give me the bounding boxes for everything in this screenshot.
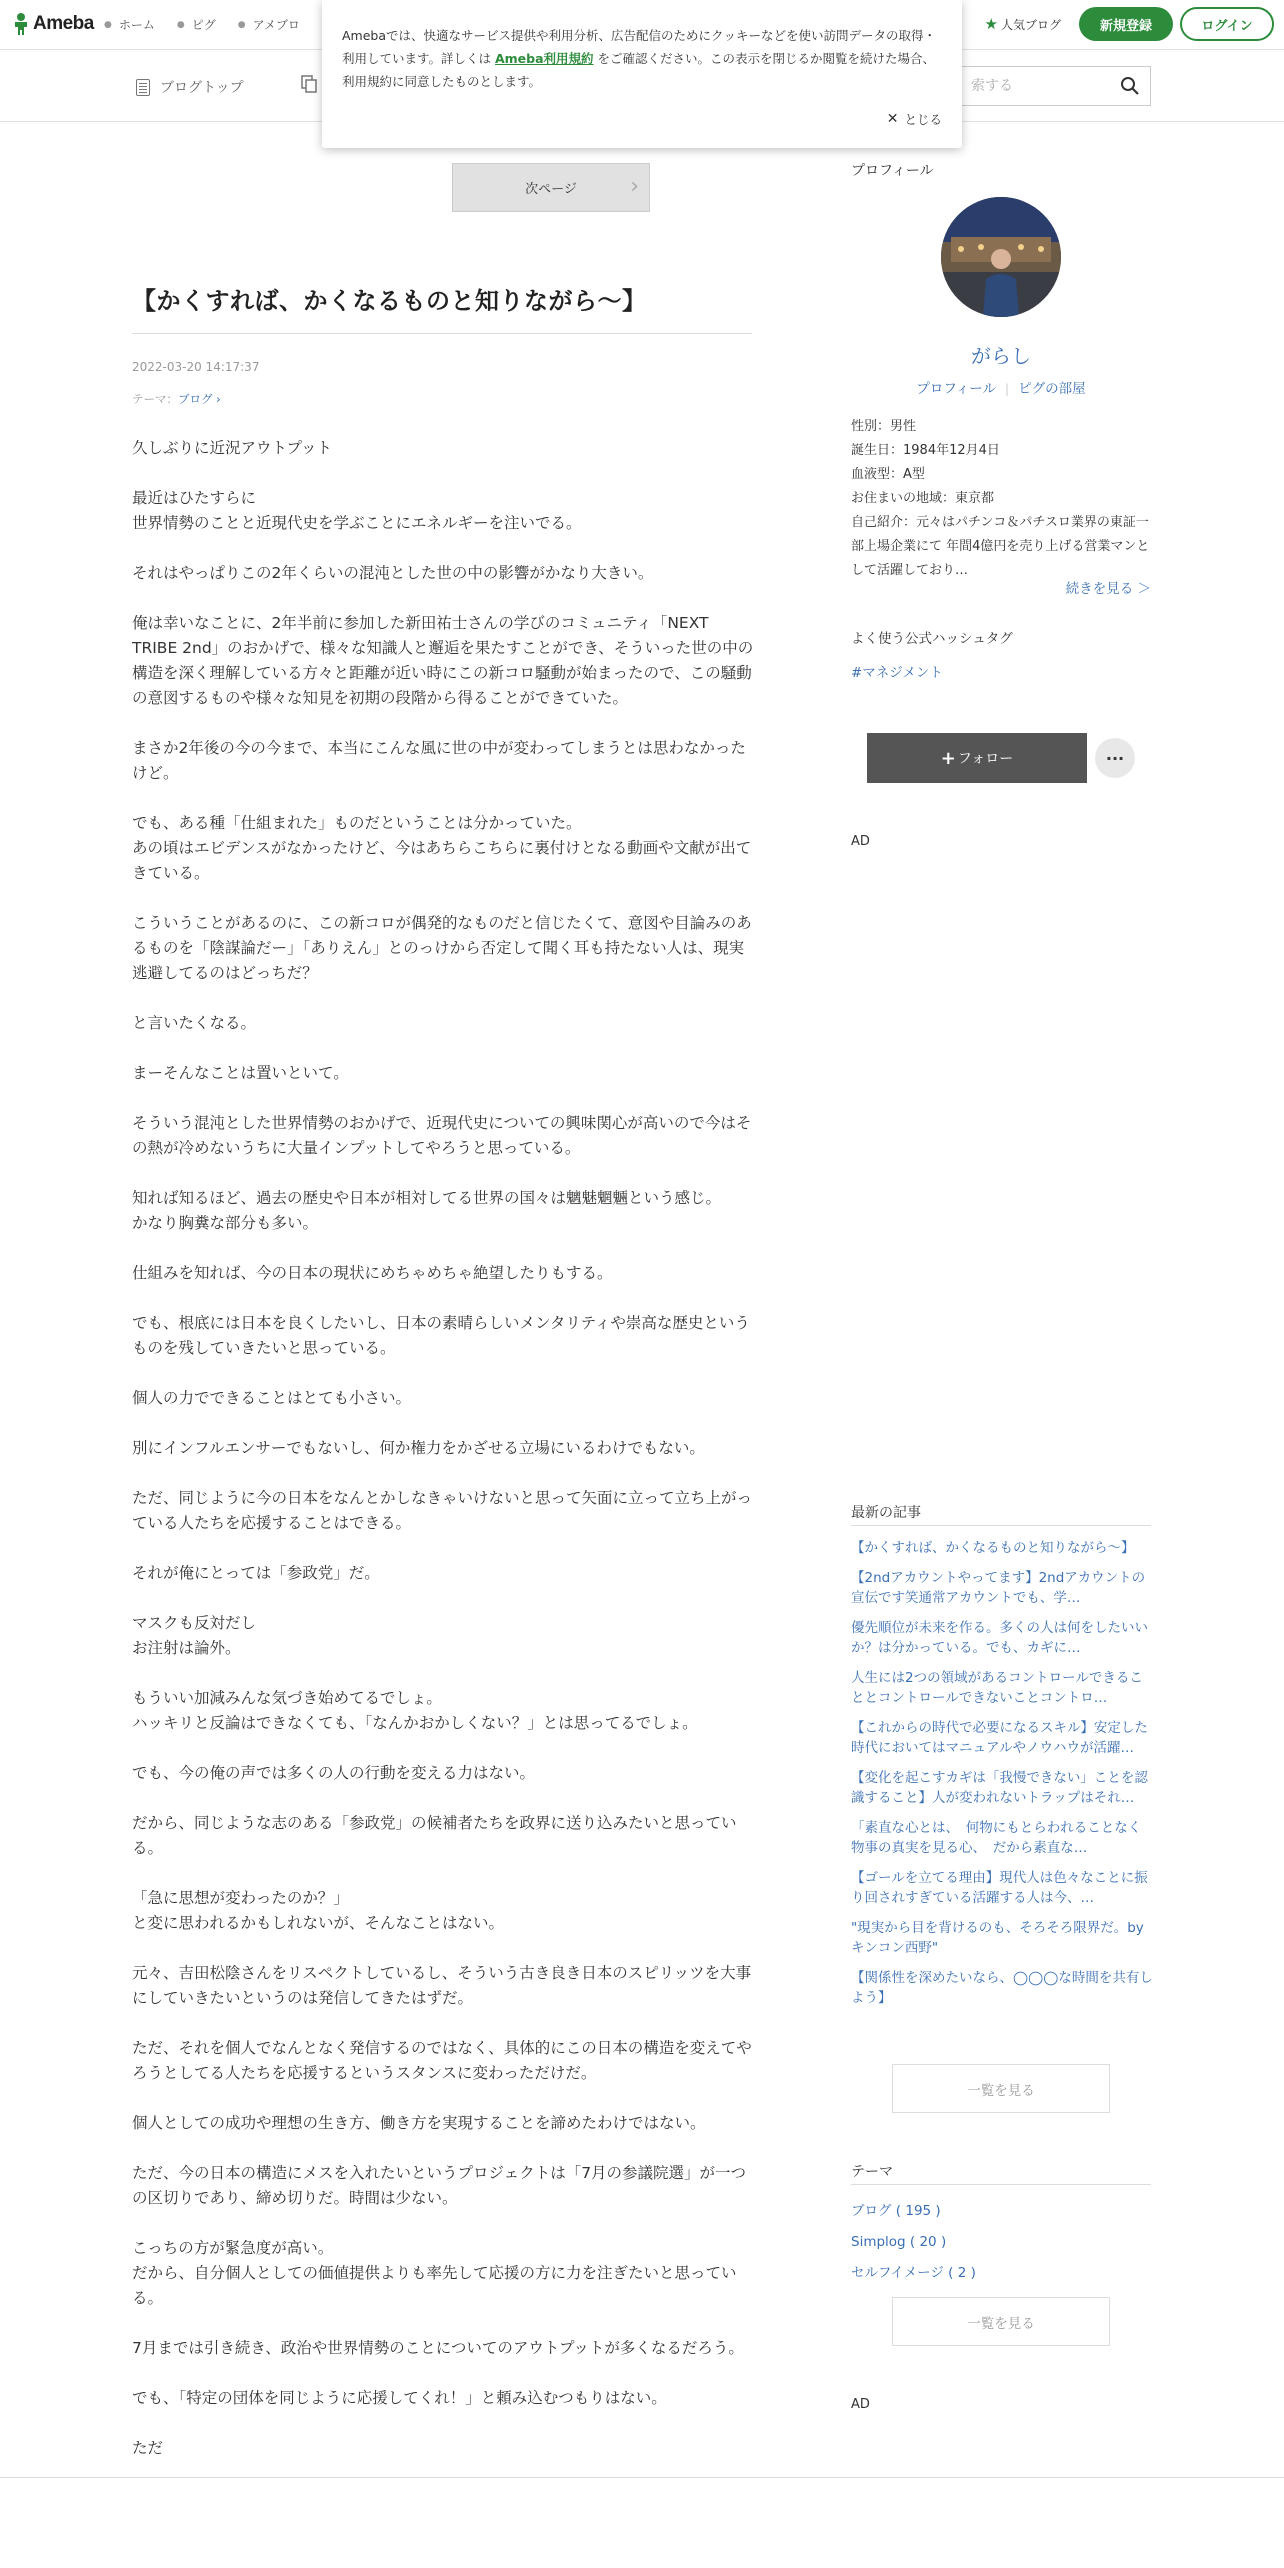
recent-post-link[interactable]: 【関係性を深めたいなら、◯◯◯な時間を共有しよう】 [851, 1970, 1153, 2006]
article-paragraph: もういい加減みんな気づき始めてるでしょ。 ハッキリと反論はできなくても、「なんかおかしくない？」とは思ってるでしょ。 [132, 1689, 698, 1732]
gnav-pigg[interactable] [177, 16, 216, 33]
login-button[interactable]: ログイン [1180, 7, 1274, 41]
hashtag-link[interactable]: #マネジメント [851, 665, 943, 681]
pigg-room-link[interactable]: ピグの部屋 [1018, 381, 1086, 397]
theme-item[interactable]: Simplog ( 20 ) [851, 2234, 947, 2250]
cookie-close-label: とじる [904, 112, 942, 127]
blog-top-link[interactable] [136, 77, 244, 97]
recent-post-link[interactable]: 優先順位が未来を作る。多くの人は何をしたいいか？は分かっている。でも、カギに… [851, 1620, 1148, 1656]
cookie-text-after: をご確認ください。この表示を閉じるか閲覧を続けた場合、利用規約に同意したものとします。 [342, 51, 936, 89]
article-paragraph: 別にインフルエンサーでもないし、何か権力をかざせる立場にいるわけでもない。 [132, 1439, 705, 1457]
divider [132, 333, 752, 334]
search-input[interactable] [961, 67, 1101, 105]
profile-birthday: 誕生日：1984年12月4日 [851, 443, 1000, 458]
article-body [132, 436, 754, 2486]
next-page-button[interactable] [452, 163, 650, 212]
profile-location: お住まいの地域：東京都 [851, 491, 995, 506]
search-icon[interactable] [1120, 76, 1140, 100]
terms-link[interactable]: Ameba利用規約 [494, 51, 594, 66]
gnav-pigg-label: ピグ [191, 18, 216, 32]
cookie-close-button[interactable] [887, 110, 942, 128]
article-theme [132, 391, 221, 407]
header-actions [985, 7, 1274, 41]
recent-post-link[interactable]: 【これからの時代で必要になるスキル】安定した時代においてはマニュアルやノウハウが活躍… [851, 1720, 1148, 1756]
article-paragraph: ただ、今の日本の構造にメスを入れたいというプロジェクトは「7月の参議院選」が一つの区切りであり、締め切りだ。時間は少ない。 [132, 2164, 747, 2207]
profile-intro: 自己紹介：元々はパチンコ＆パチスロ業界の東証一部上場企業にて 年間4億円を売り上げる営業マンとして活躍しており… [851, 515, 1150, 578]
theme-link-label: ブログ [178, 392, 213, 406]
article-paragraph: 俺は幸いなことに、2年半前に参加した新田祐士さんの学びのコミュニティ「NEXT TRIBE 2nd」のおかげで、様々な知識人と邂逅を果たすことができ、そういった世の中の構造を深く理解している方々と距離が近い時にこの新コロ騒動が始まったので、この騒動の意図するものや様々な知見を初期の段階から得ることができていた。 [132, 614, 754, 707]
recent-post-link[interactable]: 【変化を起こすカギは「我慢できない」ことを認識すること】人が変われないトラップはそれ… [851, 1770, 1148, 1806]
recent-post-link[interactable]: 「素直な心とは、 何物にもとらわれることなく 物事の真実を見る心、 だから素直な… [851, 1820, 1155, 1856]
article-paragraph: でも、「特定の団体を同じように応援してくれ！」と頼み込むつもりはない。 [132, 2389, 667, 2407]
recent-posts-list [851, 1538, 1155, 2018]
chevron-right-icon: ● [176, 19, 185, 30]
copy-icon[interactable] [301, 75, 317, 93]
article-paragraph: 最近はひたすらに 世界情勢のことと近現代史を学ぶことにエネルギーを注いでる。 [132, 489, 582, 532]
blog-search [960, 66, 1151, 106]
article-date: 2022-03-20 14:17:37 [132, 360, 260, 374]
theme-item[interactable]: ブログ ( 195 ) [851, 2203, 941, 2219]
profile-blood-type: 血液型：A型 [851, 467, 925, 482]
more-menu-button[interactable]: ··· [1095, 738, 1135, 778]
article-paragraph: それはやっぱりこの2年くらいの混沌とした世の中の影響がかなり大きい。 [132, 564, 654, 582]
article-paragraph: マスクも反対だし お注射は論外。 [132, 1614, 257, 1657]
crown-icon: ★ [984, 15, 998, 33]
view-all-themes-button[interactable]: 一覧を見る [892, 2297, 1110, 2346]
theme-heading: テーマ [851, 2164, 893, 2180]
cookie-text [342, 24, 940, 93]
hashtag-heading: よく使う公式ハッシュタグ [851, 631, 1013, 647]
article-paragraph: ただ、それを個人でなんとなく発信するのではなく、具体的にこの日本の構造を変えてやろうとしてる人たちを応援するというスタンスに変わっただけだ。 [132, 2039, 752, 2082]
divider [0, 2477, 1284, 2478]
article-paragraph: 個人の力でできることはとても小さい。 [132, 1389, 412, 1407]
ameba-logo[interactable] [12, 12, 94, 36]
article-paragraph: 知れば知るほど、過去の歴史や日本が相対してる世界の国々は魑魅魍魎という感じ。 かなり胸糞な部分も多い。 [132, 1189, 722, 1232]
article-paragraph: でも、ある種「仕組まれた」ものだということは分かっていた。 あの頃はエビデンスがなかったけど、今はあちらこちらに裏付けとなる動画や文献が出てきている。 [132, 814, 752, 882]
recent-posts-heading: 最新の記事 [851, 1505, 921, 1521]
recent-post-link[interactable]: "現実から目を背けるのも、そろそろ限界だ。byキンコン西野" [851, 1920, 1144, 1956]
divider [851, 1525, 1151, 1526]
global-nav [104, 16, 322, 33]
follow-label: フォロー [957, 751, 1014, 767]
article-paragraph: でも、根底には日本を良くしたいし、日本の素晴らしいメンタリティや崇高な歴史というものを残していきたいと思っている。 [132, 1314, 750, 1357]
chevron-right-icon: › [630, 174, 639, 199]
next-page-label: 次ページ [525, 182, 577, 197]
plus-icon: + [940, 747, 956, 769]
gnav-ameblo-label: アメブロ [252, 18, 300, 32]
article-paragraph: 久しぶりに近況アウトプット [132, 439, 332, 457]
document-icon [136, 79, 150, 96]
article-paragraph: まさか2年後の今の今まで、本当にこんな風に世の中が変わってしまうとは思わなかったけど。 [132, 739, 746, 782]
separator: | [1005, 382, 1010, 396]
recent-post-link[interactable]: 人生には2つの領域があるコントロールできることとコントロールできないことコントロ… [851, 1670, 1143, 1706]
cookie-text-before: Amebaでは、快適なサービス提供や利用分析、広告配信のためにクッキーなどを使い訪問データの取得・利用しています。詳しくは [342, 28, 937, 66]
divider [851, 2184, 1151, 2185]
recent-post-link[interactable]: 【2ndアカウントやってます】2ndアカウントの宣伝です笑通常アカウントでも、学… [851, 1570, 1146, 1606]
article-title: 【かくすれば、かくなるものと知りながら〜】 [132, 287, 647, 315]
article-paragraph: 「急に思想が変わったのか？」 と変に思われるかもしれないが、そんなことはない。 [132, 1889, 505, 1932]
gnav-ameblo[interactable] [238, 16, 300, 33]
ameba-logo-icon [12, 12, 30, 36]
profile-links [851, 377, 1151, 397]
gnav-home-label: ホーム [118, 18, 155, 32]
theme-link[interactable]: ブログ › [178, 392, 221, 406]
article-paragraph: そういう混沌とした世界情勢のおかげで、近現代史についての興味関心が高いので今はその熱が冷めないうちに大量インプットしてやろうと思っている。 [132, 1114, 752, 1157]
close-icon: ✕ [886, 111, 899, 127]
article-paragraph: と言いたくなる。 [132, 1014, 257, 1032]
article-paragraph: こういうことがあるのに、この新コロが偶発的なものだと信じたくて、意図や目論みのあるものを「陰謀論だー」「ありえん」とのっけから否定して聞く耳も持たない人は、現実逃避してるのはどっちだ？ [132, 914, 752, 982]
follow-button[interactable] [867, 733, 1087, 783]
chevron-right-icon: ● [104, 19, 112, 30]
theme-list [851, 2196, 976, 2289]
article-paragraph: それが俺にとっては「参政党」だ。 [132, 1564, 380, 1582]
article-paragraph: 仕組みを知れば、今の日本の現状にめちゃめちゃ絶望したりもする。 [132, 1264, 613, 1282]
profile-info [851, 415, 1151, 583]
blogger-nickname[interactable]: がらし [971, 344, 1031, 368]
ad-label: AD [851, 834, 870, 849]
theme-label: テーマ： [132, 392, 178, 406]
gnav-home[interactable] [104, 16, 155, 33]
article-paragraph: まーそんなことは置いといて。 [132, 1064, 349, 1082]
recent-post-link[interactable]: 【ゴールを立てる理由】現代人は色々なことに振り回されすぎている活躍する人は今、… [851, 1870, 1148, 1906]
read-more-link[interactable]: 続きを見る ＞ [1065, 581, 1151, 597]
recent-post-link[interactable]: 【かくすれば、かくなるものと知りながら〜】 [851, 1540, 1135, 1556]
logo-text: Ameba [33, 13, 94, 34]
profile-heading: プロフィール [851, 163, 934, 179]
avatar[interactable] [941, 197, 1061, 317]
profile-link[interactable]: プロフィール [916, 381, 997, 397]
article-paragraph: 個人としての成功や理想の生き方、働き方を実現することを諦めたわけではない。 [132, 2114, 706, 2132]
register-button[interactable]: 新規登録 [1079, 7, 1173, 41]
theme-item[interactable]: セルフイメージ ( 2 ) [851, 2265, 976, 2281]
popular-blog-link[interactable] [985, 15, 1061, 33]
article-paragraph: でも、今の俺の声では多くの人の行動を変える力はない。 [132, 1764, 536, 1782]
blog-top-label: ブログトップ [160, 80, 244, 96]
article-paragraph: ただ、同じように今の日本をなんとかしなきゃいけないと思って矢面に立って立ち上がっている人たちを応援することはできる。 [132, 1489, 753, 1532]
article-paragraph: だから、同じような志のある「参政党」の候補者たちを政界に送り込みたいと思っている。 [132, 1814, 737, 1857]
article-paragraph: 元々、吉田松陰さんをリスペクトしているし、そういう古き良き日本のスピリッツを大事にしていきたいというのは発信してきたはずだ。 [132, 1964, 752, 2007]
ad-label: AD [851, 2397, 870, 2412]
article-paragraph: 7月までは引き続き、政治や世界情勢のことについてのアウトプットが多くなるだろう。 [132, 2339, 744, 2357]
view-all-posts-button[interactable]: 一覧を見る [892, 2064, 1110, 2113]
profile-gender: 性別：男性 [851, 419, 917, 434]
cookie-banner [322, 0, 962, 148]
chevron-right-icon: ● [237, 19, 246, 30]
article-paragraph: こっちの方が緊急度が高い。 だから、自分個人としての価値提供よりも率先して応援の方に力を注ぎたいと思っている。 [132, 2239, 737, 2307]
popular-blog-label: 人気ブログ [1000, 17, 1061, 32]
article-paragraph: ただ [132, 2439, 164, 2457]
